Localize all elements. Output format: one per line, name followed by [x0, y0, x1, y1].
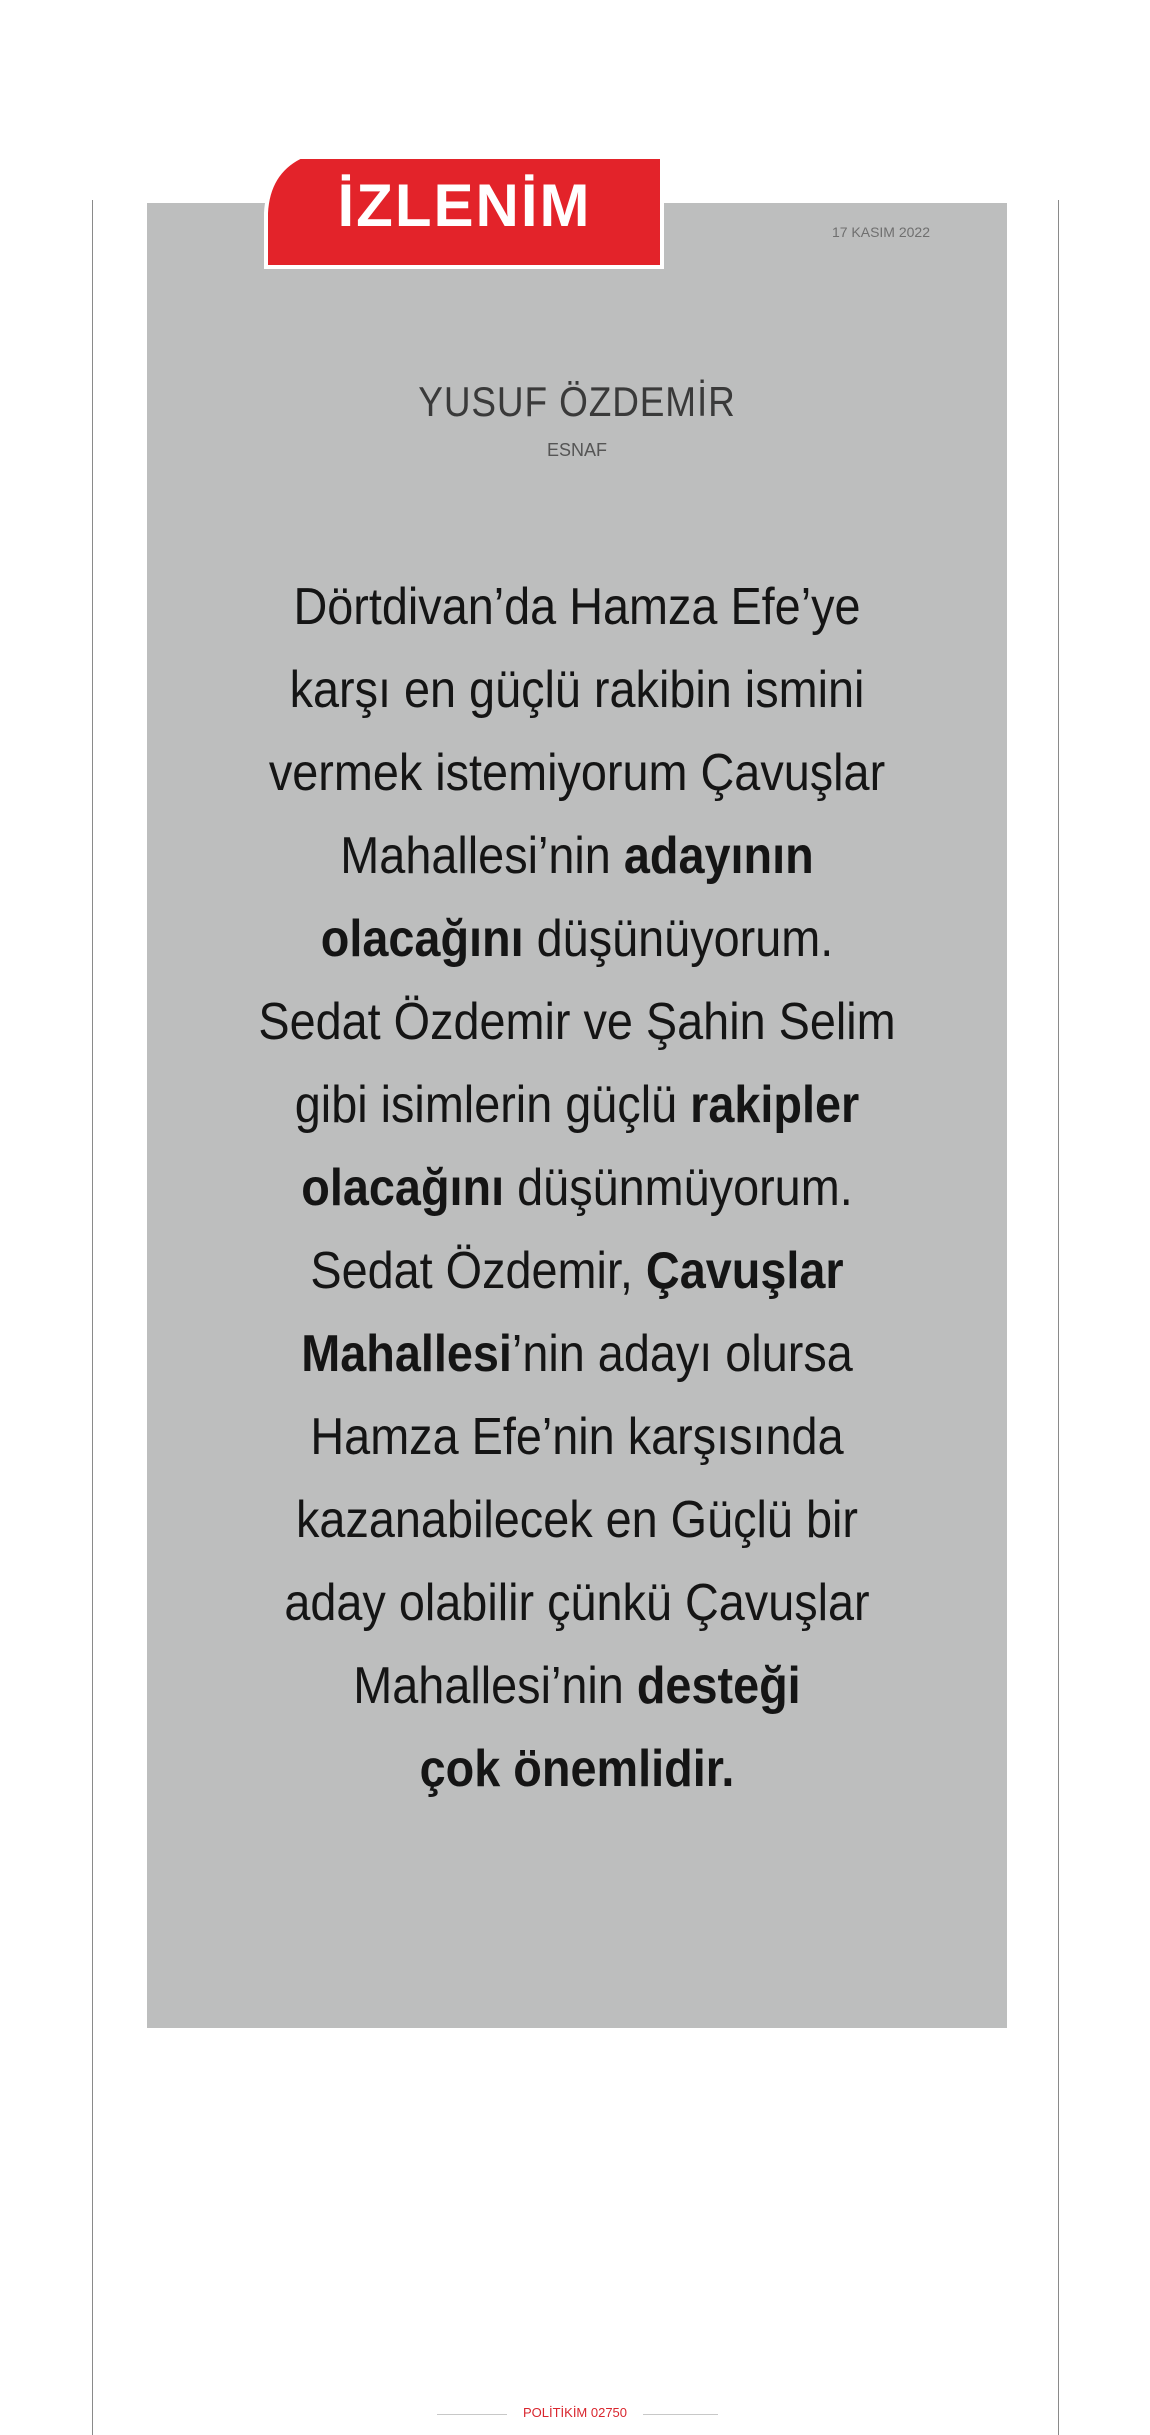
quote-line — [238, 981, 917, 1064]
quote-line — [238, 1313, 917, 1396]
quote-bold-segment: Mahallesi — [301, 1325, 512, 1383]
quote-line — [238, 1479, 917, 1562]
quote-line — [238, 1562, 917, 1645]
quote-segment: gibi isimlerin güçlü — [294, 1076, 691, 1134]
quote-segment: karşı en güçlü rakibin ismini — [289, 661, 865, 719]
quote-line — [238, 1728, 917, 1811]
quote-line — [238, 898, 917, 981]
quote-line — [238, 1147, 917, 1230]
footer-label: POLİTİKİM 02750 — [522, 2405, 628, 2420]
izlenim-logo — [262, 153, 667, 271]
quote-segment: Dörtdivan’da Hamza Efe’ye — [293, 578, 861, 636]
quote-segment: düşünmüyorum. — [504, 1159, 853, 1217]
footer-rule-left — [437, 2414, 507, 2415]
person-name: YUSUF ÖZDEMİR — [418, 378, 736, 425]
quote-segment: vermek istemiyorum Çavuşlar — [268, 744, 886, 802]
quote-bold-segment: olacağını — [320, 910, 524, 968]
quote-bold-segment: olacağını — [301, 1159, 505, 1217]
quote-bold-segment: çok önemlidir. — [419, 1740, 735, 1798]
quote-line — [238, 566, 917, 649]
quote-line — [238, 1396, 917, 1479]
right-margin-rule — [1058, 200, 1059, 2435]
quote-segment: aday olabilir çünkü Çavuşlar — [284, 1574, 870, 1632]
quote-line — [238, 1230, 917, 1313]
quote-bold-segment: Çavuşlar — [645, 1242, 844, 1300]
logo-text: İZLENİM — [337, 172, 592, 239]
quote-line — [238, 1064, 917, 1147]
footer-rule-right — [643, 2414, 718, 2415]
quote-segment: düşünüyorum. — [523, 910, 834, 968]
left-margin-rule — [92, 200, 93, 2435]
quote-bold-segment: rakipler — [690, 1076, 860, 1134]
quote-segment: kazanabilecek en Güçlü bir — [296, 1491, 858, 1549]
quote-bold-segment: desteği — [636, 1657, 801, 1715]
quote-bold-segment: adayının — [623, 827, 814, 885]
quote-segment: Sedat Özdemir, — [310, 1242, 646, 1300]
quote-segment: Mahallesi’nin — [353, 1657, 637, 1715]
quote-segment: Hamza Efe’nin karşısında — [310, 1408, 844, 1466]
quote-line — [238, 649, 917, 732]
quote-line — [238, 732, 917, 815]
person-role: ESNAF — [546, 440, 607, 460]
quote-line — [238, 1645, 917, 1728]
quote-segment: Sedat Özdemir ve Şahin Selim — [258, 993, 896, 1051]
quote-text — [238, 566, 917, 1811]
quote-line — [238, 815, 917, 898]
page-footer — [0, 2405, 1150, 2425]
quote-segment: ’nin adayı olursa — [511, 1325, 853, 1383]
issue-date: 17 KASIM 2022 — [831, 224, 930, 240]
quote-segment: Mahallesi’nin — [340, 827, 624, 885]
